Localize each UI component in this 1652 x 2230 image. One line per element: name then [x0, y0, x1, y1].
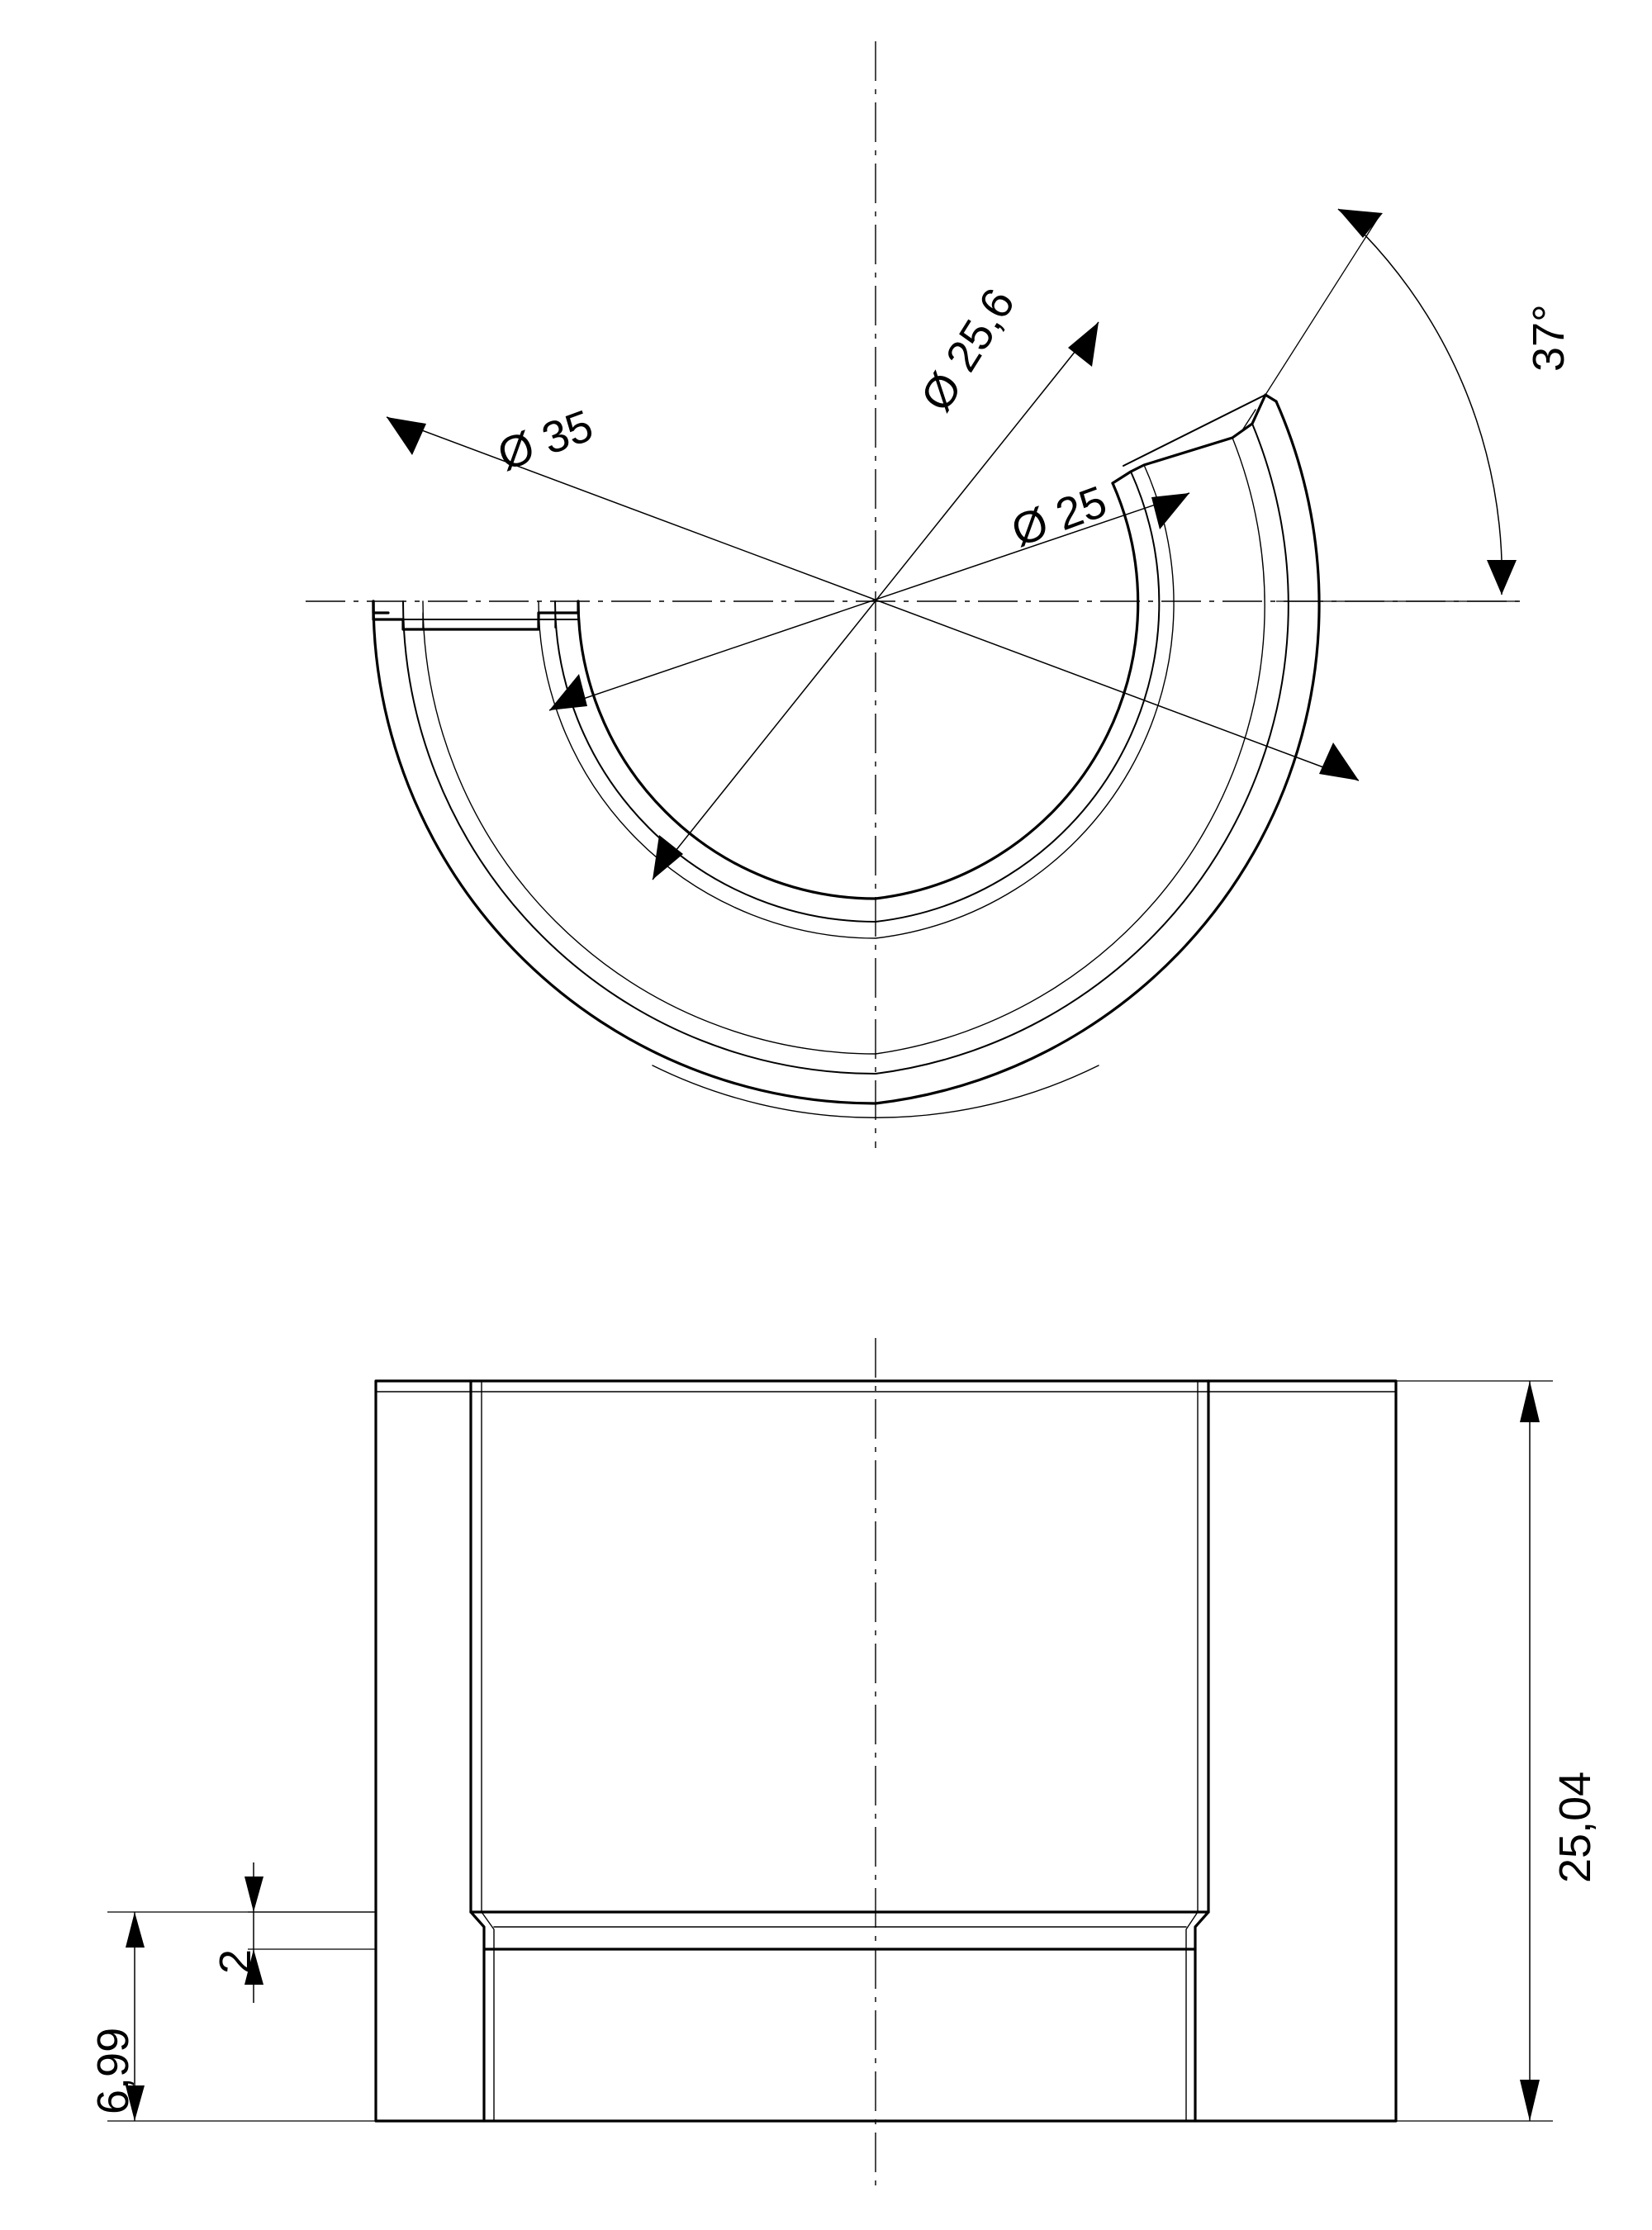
dim-angle-arc [1338, 209, 1502, 595]
rim-hairline-arc-1 [539, 465, 1174, 938]
top-view-geometry [306, 41, 1520, 1148]
dim-d35-arrow-start [387, 417, 426, 455]
rim-hairline-arc-2 [423, 438, 1265, 1054]
dim-h-arrow-top [1520, 1381, 1540, 1422]
dim-d256-arrow-start [1068, 322, 1099, 367]
dim-text-diameter-middle: Ø 25,6 [911, 279, 1025, 420]
dim-text-height-total: 25,04 [1550, 1771, 1600, 1883]
front-view-dimensions [107, 1381, 1553, 2121]
front-left-flange-step [471, 1912, 484, 2121]
dim-fh-arrow-top [126, 1912, 145, 1948]
dim-text-thickness-flange: 2 [211, 1948, 260, 1974]
dim-text-diameter-outer: Ø 35 [491, 401, 600, 481]
front-right-flange-step [1195, 1912, 1208, 2121]
right-end-face-profile [1113, 395, 1276, 483]
front-outer-rect [376, 1381, 1396, 2121]
inner-bore-arc-top [578, 483, 1138, 899]
dim-angle-arrow-start [1338, 209, 1383, 238]
right-end-face-edge [1113, 395, 1276, 483]
dim-angle-ext-line [1265, 213, 1381, 395]
dim-d256-arrow-end [653, 835, 683, 880]
top-view-dimensions [387, 209, 1518, 880]
left-end-face-edge [373, 601, 388, 613]
dim-d35-line [387, 417, 1359, 780]
dim-d25-arrow-end [549, 674, 587, 710]
dim-angle-arrow-end [1487, 560, 1517, 595]
dim-h-arrow-bottom [1520, 2080, 1540, 2121]
dim-d35-arrow-end [1319, 743, 1359, 780]
dim-text-diameter-inner: Ø 25 [1004, 477, 1113, 557]
dim-text-height-flange: 6,99 [88, 2027, 138, 2114]
front-view-geometry [376, 1338, 1396, 2189]
dim-t-arrow-top [244, 1877, 263, 1912]
dim-d25-arrow-start [1151, 493, 1189, 529]
dim-text-angle: 37° [1524, 304, 1574, 372]
